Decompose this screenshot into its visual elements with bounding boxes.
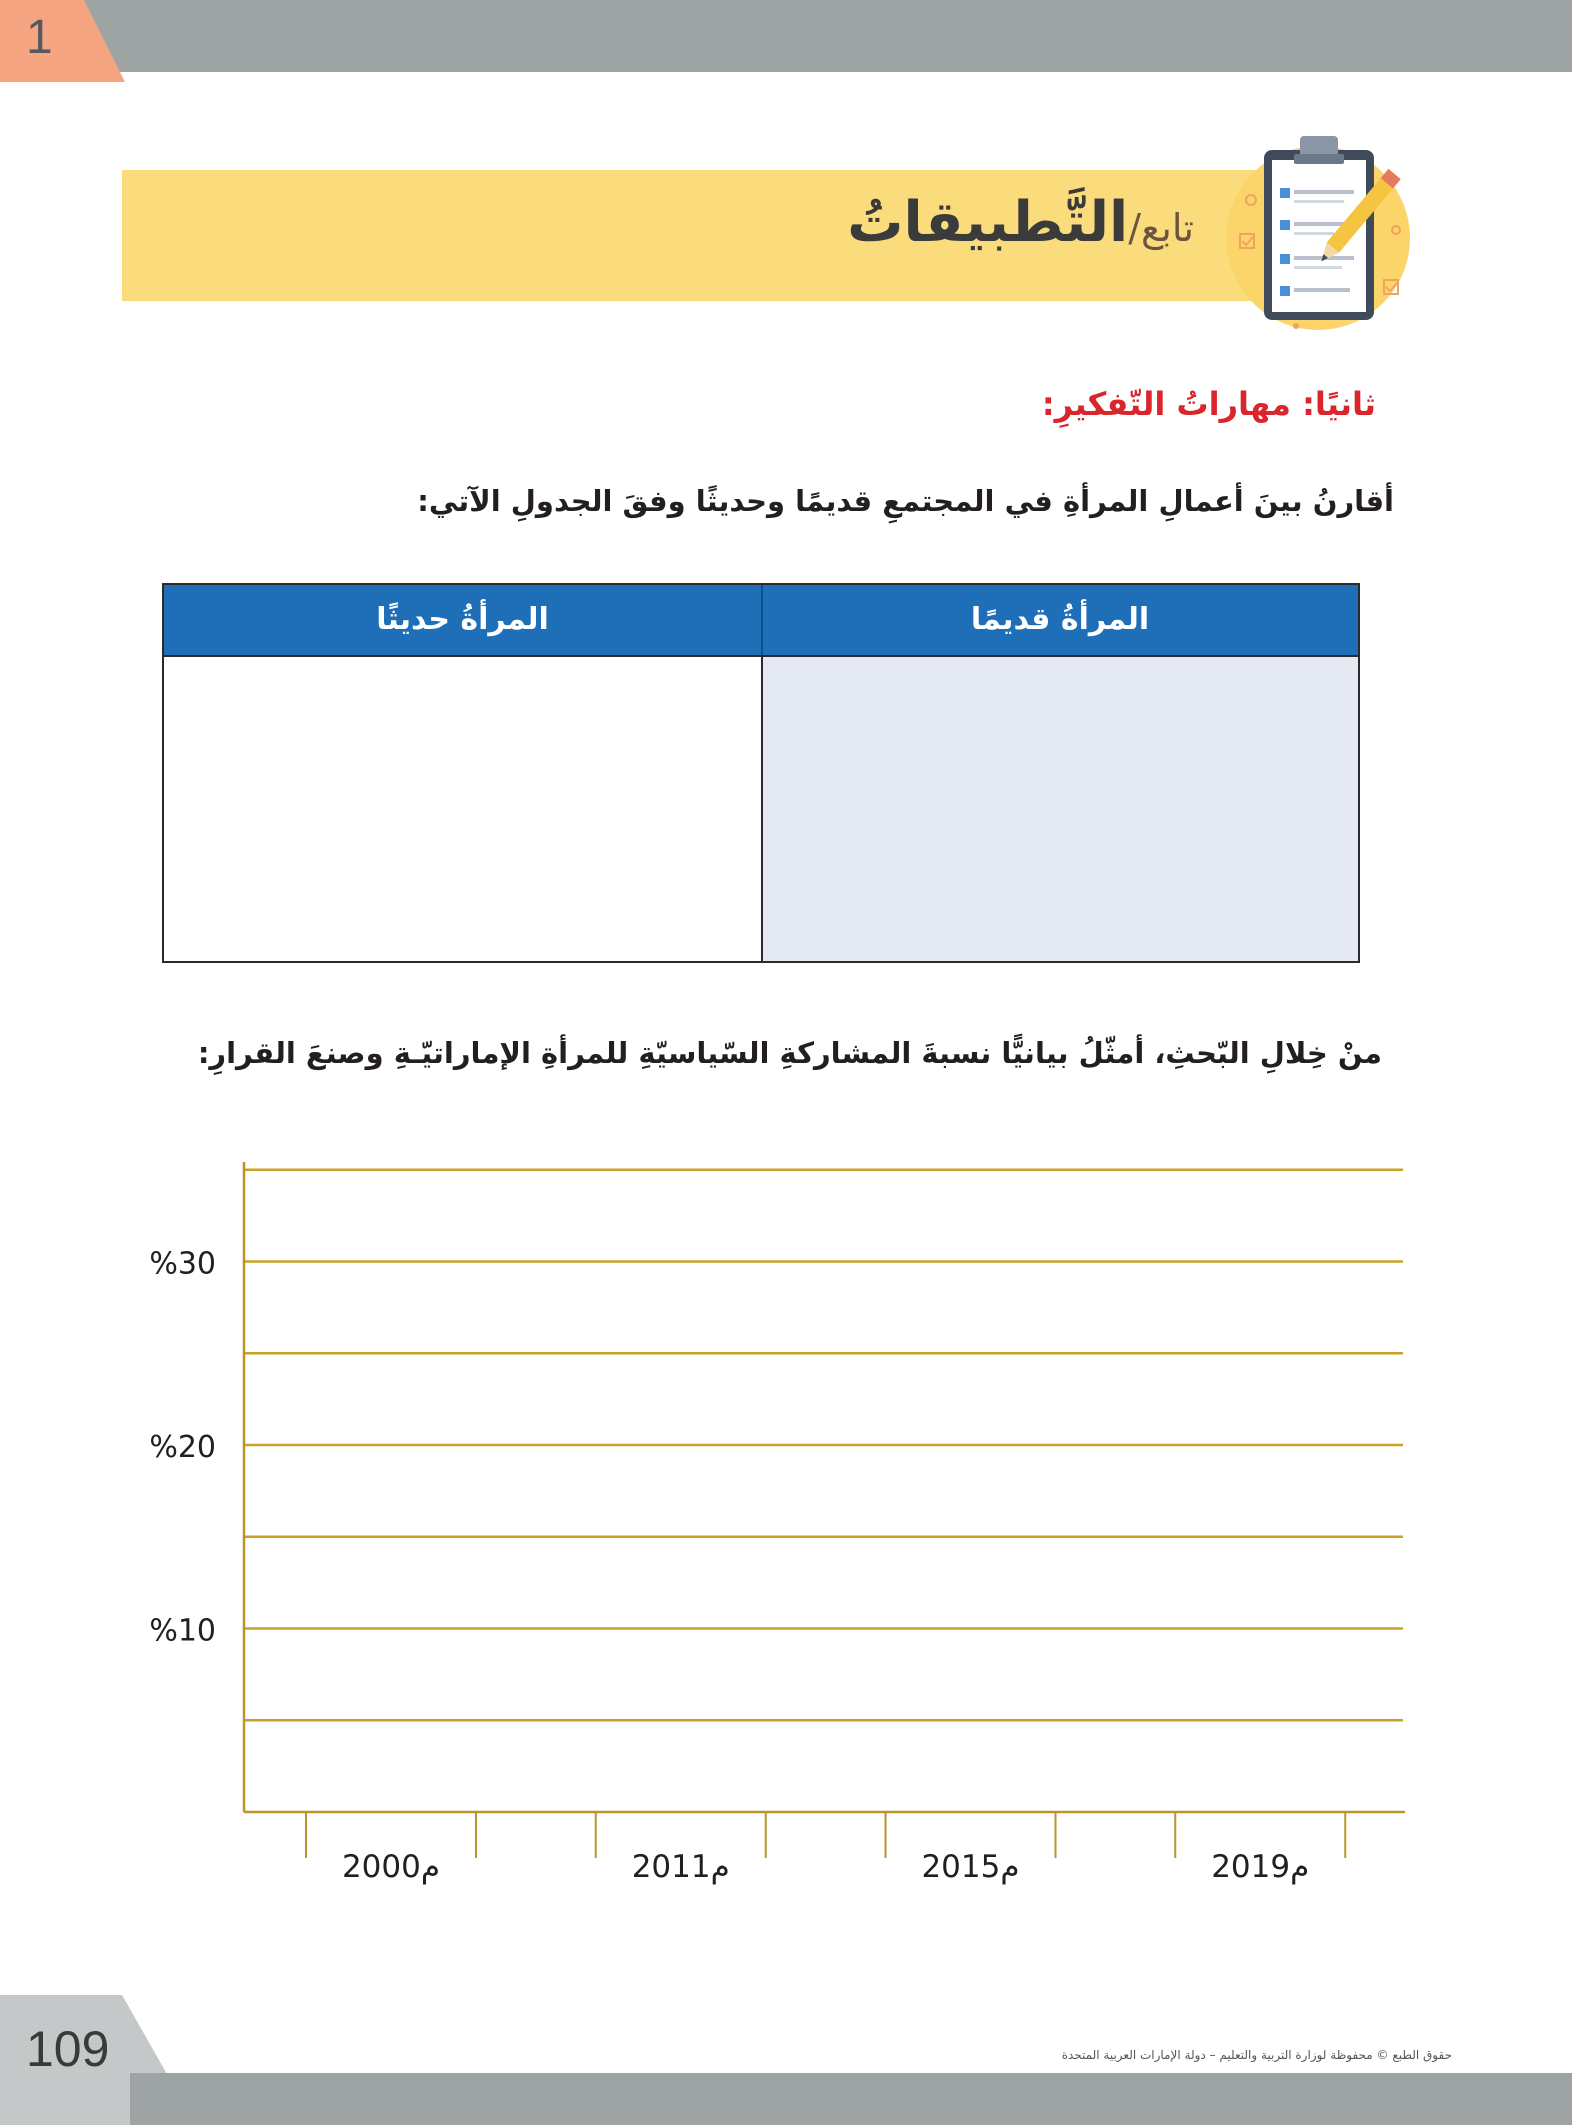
x-tick-label: 2015م [921,1849,1020,1885]
x-tick-label: 2019م [1211,1849,1310,1885]
title-prefix: تابع/ [1128,206,1194,250]
x-tick-label: 2011م [631,1849,730,1885]
header-woman-modern: المرأةُ حديثًا [164,585,763,655]
y-tick-label: %10 [149,1613,216,1649]
footer-bar [130,2073,1572,2125]
copyright-note: حقوق الطبع © محفوظة لوزارة التربية والتعليم – دولة الإمارات العربية المتحدة [1061,2048,1452,2062]
title-main: التَّطبيقاتُ [847,190,1129,255]
comparison-instruction: أقارنُ بينَ أعمالِ المرأةِ في المجتمعِ قديمًا وحديثًا وفقَ الجدولِ الآتي: [417,484,1394,518]
page-number: 109 [26,2021,110,2077]
y-tick-label: %30 [149,1246,216,1282]
section-heading: ثانيًا: مهاراتُ التّفكيرِ: [1041,385,1376,423]
chart-instruction: منْ خِلالِ البّحثِ، أمثّلُ بيانيًّا نسبةَ المشاركةِ السّياسيّةِ للمرأةِ الإماراتيّـةِ وصنعَ القرارِ: [197,1036,1382,1070]
header-woman-past: المرأةُ قديمًا [762,585,1358,655]
x-tick-label: 2000م [341,1849,441,1885]
y-tick-label: %20 [149,1430,216,1465]
unit-number: 1 [26,11,53,64]
